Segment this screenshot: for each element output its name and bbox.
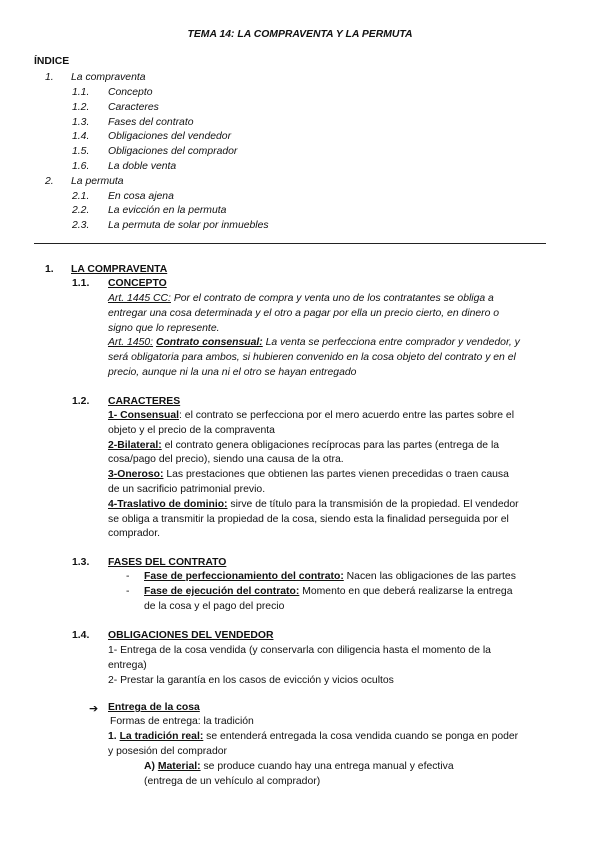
- index-item-label: La permuta: [71, 176, 124, 187]
- index-item-number: 1.2.: [72, 102, 90, 113]
- text: objeto y el precio de la compraventa: [108, 424, 275, 436]
- list-dash: -: [126, 586, 130, 597]
- index-item-number: 1.1.: [72, 87, 90, 98]
- subsection-number: 1.1.: [72, 278, 90, 289]
- index-item-label: Obligaciones del comprador: [108, 146, 238, 157]
- tradicion-material: [144, 760, 454, 790]
- article-1445-ref: Art. 1445 CC:: [108, 293, 171, 304]
- index-item-number: 2.2.: [72, 205, 90, 216]
- arrow-icon: ➔: [89, 703, 99, 715]
- text: comprador.: [108, 528, 160, 540]
- text: : el contrato se perfecciona por el mero acuerdo entre las partes sobre el: [179, 410, 515, 421]
- text: el contrato genera obligaciones recíprocas para las partes (entrega de la: [161, 439, 500, 451]
- term: 3-Oneroso:: [108, 469, 164, 481]
- term: Fase de perfeccionamiento del contrato:: [144, 571, 344, 582]
- subsection-title: CARACTERES: [108, 396, 181, 407]
- subsection-title: OBLIGACIONES DEL VENDEDOR: [108, 630, 274, 641]
- term: La tradición real:: [119, 731, 204, 742]
- subsection-title: FASES DEL CONTRATO: [108, 557, 227, 568]
- index-item-number: 1.6.: [72, 161, 90, 172]
- subsection-number: 1.3.: [72, 557, 90, 568]
- text: se produce cuando hay una entrega manual y efectiva: [200, 761, 454, 772]
- list-letter: A): [144, 761, 155, 772]
- text: 2- Prestar la garantía en los casos de evicción y vicios ocultos: [108, 674, 394, 686]
- text: Momento en que deberá realizarse la entrega: [299, 586, 513, 597]
- index-item-number: 1.: [45, 72, 54, 83]
- article-1445-paragraph: [108, 292, 499, 336]
- list-number: 1.: [108, 731, 117, 742]
- text: cosa/pago del precio), siendo una causa de la otra.: [108, 454, 344, 466]
- index-item-label: La evicción en la permuta: [108, 205, 227, 216]
- index-item-number: 2.: [45, 176, 54, 187]
- text: precio, aunque ni la una ni el otro se hayan entregado: [108, 366, 357, 378]
- index-item-label: Fases del contrato: [108, 117, 194, 128]
- text: (entrega de un vehículo al comprador): [144, 775, 321, 787]
- tradicion-real: [108, 730, 518, 760]
- term: 1- Consensual: [108, 410, 180, 421]
- caracteres-list: [108, 409, 519, 542]
- index-item-label: Obligaciones del vendedor: [108, 131, 232, 142]
- text: La venta se perfecciona entre comprador y vendedor, y: [262, 337, 520, 348]
- term: 2-Bilateral:: [108, 439, 162, 451]
- subsection-title: CONCEPTO: [108, 278, 167, 289]
- article-1450-paragraph: [108, 336, 520, 380]
- text: de un sacrificio patrimonial previo.: [108, 483, 266, 495]
- index-item-label: Concepto: [108, 87, 153, 98]
- phase-item: [144, 571, 516, 582]
- section-divider: [34, 243, 546, 244]
- subsection-number: 1.4.: [72, 630, 90, 641]
- index-item-number: 1.4.: [72, 131, 90, 142]
- index-item-number: 1.3.: [72, 117, 90, 128]
- text: se obliga a transmitir la propiedad de la cosa, siendo esta la finalidad perseguida por el: [108, 513, 509, 525]
- index-item-label: Caracteres: [108, 102, 159, 113]
- text: Nacen las obligaciones de las partes: [343, 571, 516, 582]
- text: entrega): [108, 659, 147, 671]
- index-item-number: 2.3.: [72, 220, 90, 231]
- section-title: LA COMPRAVENTA: [71, 264, 168, 275]
- text: se entenderá entregada la cosa vendida cuando se ponga en poder: [203, 731, 519, 742]
- index-item-number: 2.1.: [72, 191, 90, 202]
- text: y posesión del comprador: [108, 745, 227, 757]
- text: sirve de título para la transmisión de la propiedad. El vendedor: [227, 498, 519, 510]
- article-1450-ref: Art. 1450:: [108, 337, 154, 348]
- index-item-number: 1.5.: [72, 146, 90, 157]
- term: Material:: [157, 761, 201, 772]
- text: 1- Entrega de la cosa vendida (y conservarla con diligencia hasta el momento de la: [108, 645, 491, 656]
- index-item-label: La compraventa: [71, 72, 146, 83]
- index-item-label: En cosa ajena: [108, 191, 174, 202]
- subsection-number: 1.2.: [72, 396, 90, 407]
- index-item-label: La permuta de solar por inmuebles: [108, 220, 269, 231]
- text: Las prestaciones que obtienen las partes vienen precedidas o traen causa: [163, 469, 509, 481]
- phase-item: [144, 585, 512, 615]
- term: Fase de ejecución del contrato:: [144, 586, 300, 597]
- document-title: TEMA 14: LA COMPRAVENTA Y LA PERMUTA: [187, 29, 413, 40]
- text: Formas de entrega: la tradición: [110, 716, 254, 727]
- list-dash: -: [126, 571, 130, 582]
- section-number: 1.: [45, 264, 54, 275]
- index-item-label: La doble venta: [108, 161, 177, 172]
- text: signo que lo represente.: [108, 322, 220, 334]
- term: Contrato consensual:: [155, 337, 263, 348]
- term: 4-Traslativo de dominio:: [108, 498, 228, 510]
- text: será obligatoria para ambos, si hubieren convenido en la cosa objeto del contrato y en el: [108, 351, 516, 363]
- index-heading: ÍNDICE: [34, 56, 70, 67]
- text: entregar una cosa determinada y el otro a pagar por ella un precio cierto, en dinero o: [108, 307, 500, 319]
- text: Por el contrato de compra y venta uno de los contratantes se obliga a: [170, 293, 494, 304]
- entrega-title: Entrega de la cosa: [108, 702, 200, 713]
- obligations-list: [108, 644, 491, 688]
- text: de la cosa y el pago del precio: [144, 600, 285, 612]
